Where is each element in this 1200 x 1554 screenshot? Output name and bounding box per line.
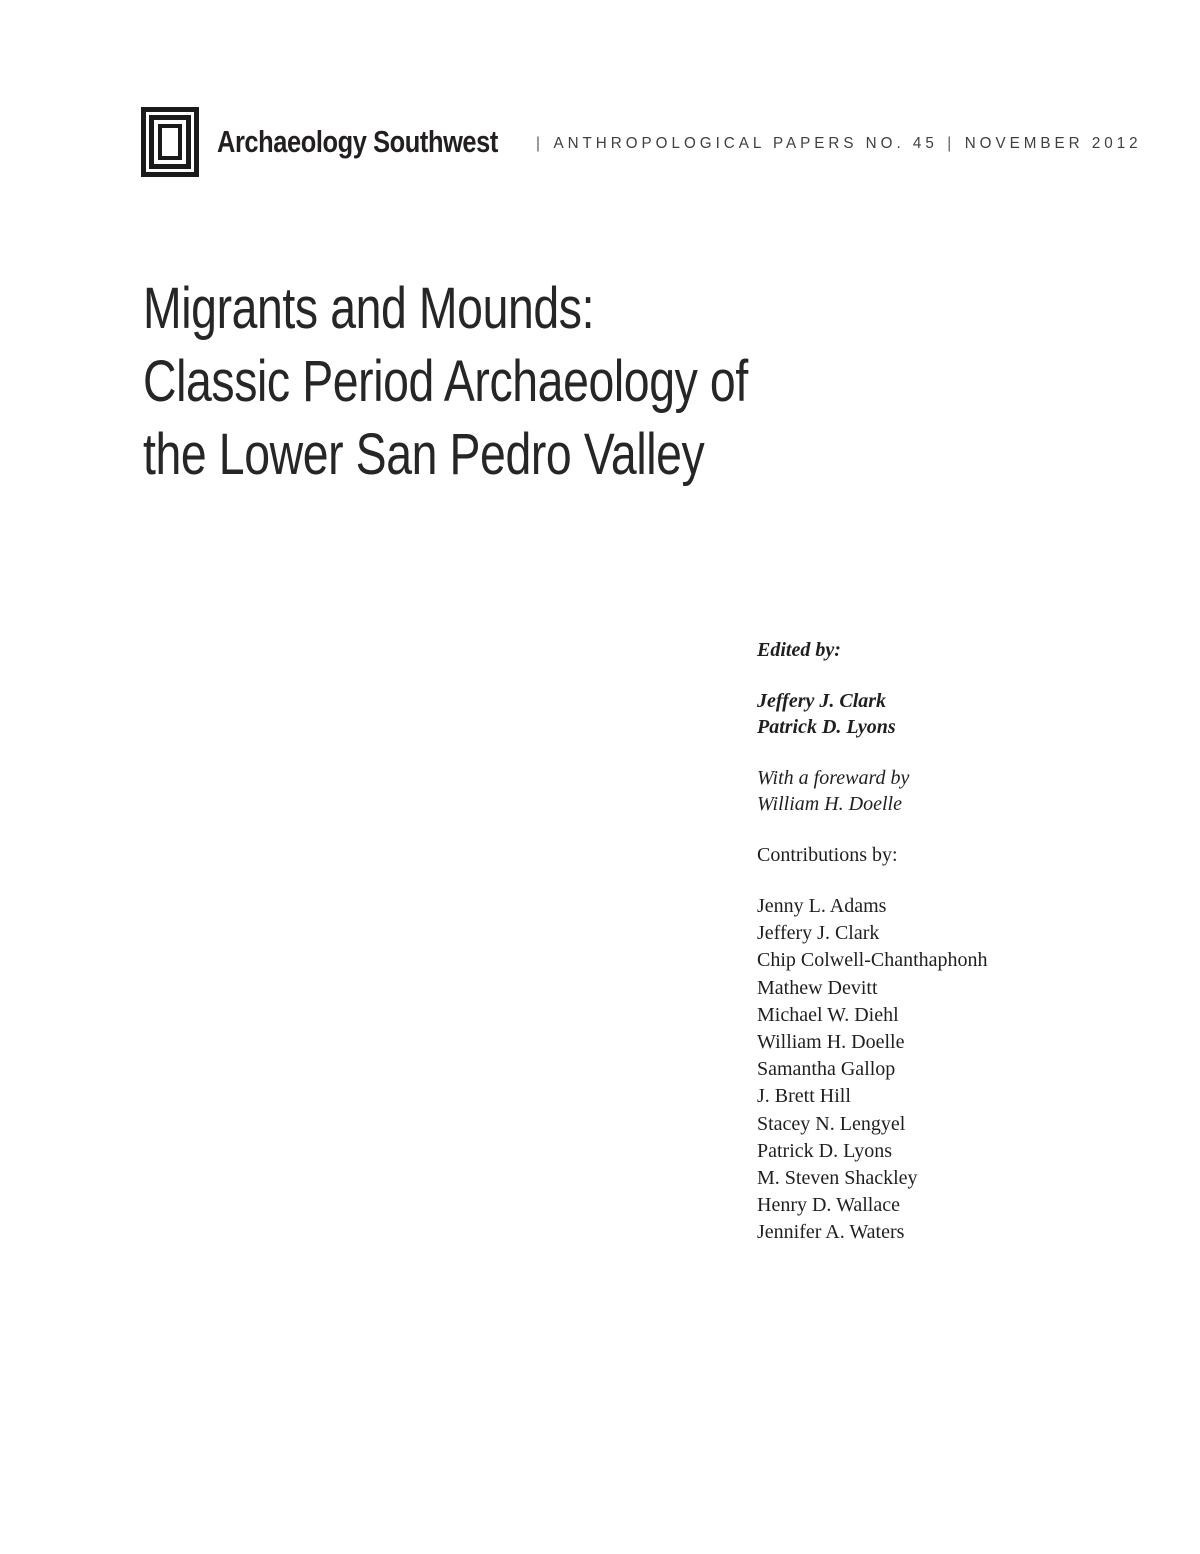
contributor-name: William H. Doelle: [757, 1031, 905, 1054]
foreword-author: William H. Doelle: [757, 793, 902, 815]
title-line-3: the Lower San Pedro Valley: [143, 422, 705, 487]
edited-by-label: Edited by:: [757, 639, 841, 661]
contributor-name: Chip Colwell-Chanthaphonh: [757, 949, 988, 972]
editor-name: Jeffery J. Clark: [757, 690, 887, 712]
logo-inner-ring: [158, 124, 182, 160]
contributor-name: M. Steven Shackley: [757, 1167, 918, 1190]
foreword-line: With a foreward by: [757, 767, 910, 789]
contributor-name: Jeffery J. Clark: [757, 922, 880, 945]
contributor-name: J. Brett Hill: [757, 1085, 851, 1108]
contributor-name: Henry D. Wallace: [757, 1194, 900, 1217]
contributors-list: [757, 893, 1177, 1247]
publisher-name: Archaeology Southwest: [217, 124, 498, 159]
title-line-2: Classic Period Archaeology of: [143, 349, 748, 414]
contributions-label: Contributions by:: [757, 844, 898, 866]
contributor-name: Samantha Gallop: [757, 1058, 896, 1081]
foreword-credit: [757, 765, 1177, 817]
contributor-name: Jennifer A. Waters: [757, 1221, 905, 1244]
archaeology-southwest-logo-icon: [141, 107, 199, 177]
title-line-1: Migrants and Mounds:: [143, 276, 595, 341]
editor-name: Patrick D. Lyons: [757, 716, 896, 738]
contributor-name: Stacey N. Lengyel: [757, 1112, 906, 1135]
credits-column: [757, 637, 1177, 1247]
separator-bar: |: [536, 135, 544, 152]
separator-bar: |: [947, 135, 956, 152]
editors-list: [757, 688, 1177, 740]
series-title: ANTHROPOLOGICAL PAPERS NO. 45: [553, 135, 938, 152]
contributor-name: Michael W. Diehl: [757, 1003, 899, 1026]
publication-date: NOVEMBER 2012: [964, 135, 1142, 152]
logo-middle-ring: [149, 115, 191, 169]
contributor-name: Jenny L. Adams: [757, 895, 887, 917]
series-info-line: [536, 135, 1142, 153]
contributor-name: Mathew Devitt: [757, 976, 878, 999]
contributor-name: Patrick D. Lyons: [757, 1139, 892, 1162]
document-title: [143, 272, 748, 491]
